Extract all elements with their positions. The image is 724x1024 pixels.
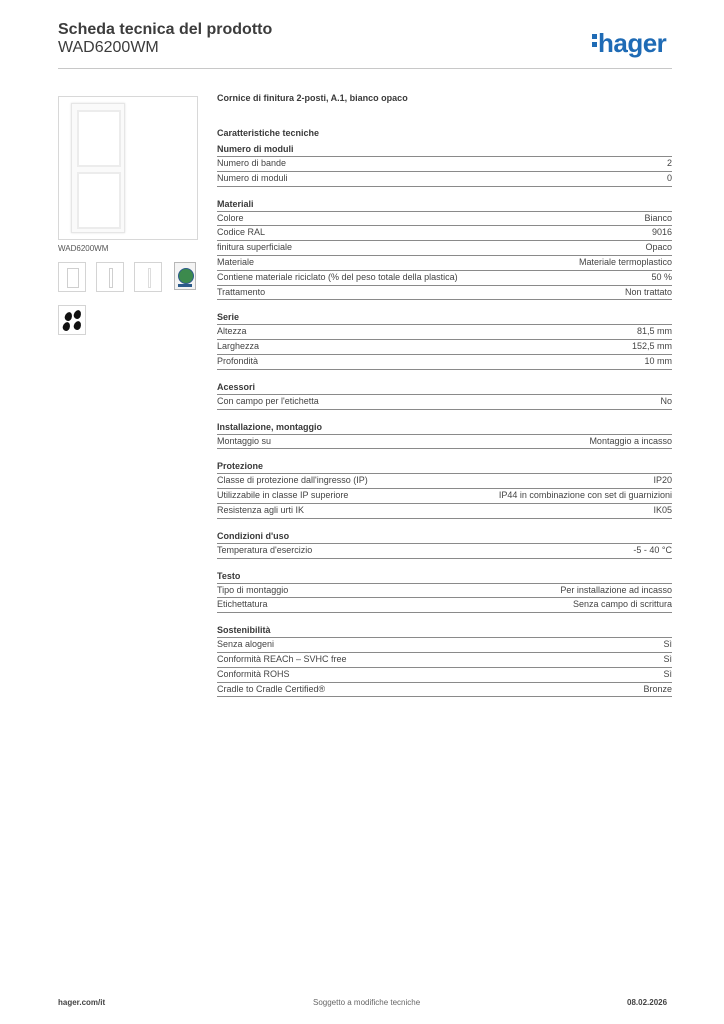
spec-label: Montaggio su [217, 435, 272, 446]
spec-label: Numero di moduli [217, 172, 288, 183]
footer-date: 08.02.2026 [627, 998, 668, 1007]
spec-value: Per installazione ad incasso [560, 584, 672, 595]
spec-group [217, 461, 672, 518]
spec-value: Senza campo di scrittura [572, 599, 672, 610]
spec-label: Codice RAL [217, 227, 266, 238]
spec-row [217, 212, 672, 227]
spec-group [217, 144, 672, 187]
spec-row [217, 355, 672, 370]
spec-row [217, 325, 672, 340]
spec-row [217, 172, 672, 187]
spec-label: Cradle to Cradle Certified® [217, 683, 326, 694]
cover-frame-drawing [71, 103, 125, 233]
recycle-badge-icon [174, 262, 196, 290]
spec-label: Tipo di montaggio [217, 584, 289, 595]
frame-opening-bottom [77, 172, 121, 229]
spec-label: Materiale [217, 256, 255, 267]
spec-value: Sì [663, 668, 672, 679]
spec-row [217, 638, 672, 653]
spec-row [217, 474, 672, 489]
spec-label: Trattamento [217, 286, 266, 297]
spec-label: Colore [217, 212, 244, 223]
image-caption: WAD6200WM [58, 244, 109, 253]
spec-group-title: Testo [217, 571, 672, 584]
spec-label: Con campo per l'etichetta [217, 395, 319, 406]
spec-row [217, 271, 672, 286]
spec-group [217, 422, 672, 450]
spec-row [217, 504, 672, 519]
spec-sheet [217, 93, 672, 697]
spec-row [217, 489, 672, 504]
spec-label: Conformità REACh – SVHC free [217, 653, 347, 664]
spec-value: Materiale termoplastico [578, 256, 672, 267]
product-image [58, 96, 198, 240]
spec-heading: Caratteristiche tecniche [217, 128, 320, 138]
hager-logo [592, 28, 666, 59]
spec-row [217, 226, 672, 241]
spec-value: Sì [663, 639, 672, 650]
spec-label: Conformità ROHS [217, 668, 290, 679]
spec-label: Profondità [217, 355, 259, 366]
spec-label: Etichettatura [217, 599, 268, 610]
spec-group-title: Condizioni d'uso [217, 531, 672, 544]
spec-row [217, 584, 672, 599]
spec-label: Utilizzabile in classe IP superiore [217, 490, 349, 501]
spec-row [217, 340, 672, 355]
spec-row [217, 395, 672, 410]
spec-value: No [660, 395, 672, 406]
spec-row [217, 286, 672, 301]
spec-value: IP44 in combinazione con set di guarnizioni [498, 490, 672, 501]
spec-label: Classe di protezione dall'ingresso (IP) [217, 475, 368, 486]
spec-value: 81,5 mm [636, 326, 672, 337]
spec-label: Senza alogeni [217, 639, 275, 650]
spec-value: 0 [666, 172, 672, 183]
spec-group [217, 571, 672, 614]
spec-group [217, 312, 672, 369]
page-title: Scheda tecnica del prodotto [58, 21, 273, 38]
spec-row [217, 683, 672, 698]
thumb-side-view[interactable] [96, 262, 124, 292]
product-code-heading: WAD6200WM [58, 39, 159, 56]
footer-site-link[interactable]: hager.com/it [58, 998, 106, 1007]
spec-label: Larghezza [217, 341, 260, 352]
footer-note: Soggetto a modifiche tecniche [313, 998, 421, 1007]
spec-value: Opaco [645, 242, 672, 253]
spec-group [217, 382, 672, 410]
spec-value: 152,5 mm [631, 341, 672, 352]
spec-row [217, 668, 672, 683]
spec-value: 9016 [651, 227, 672, 238]
spec-value: Sì [663, 653, 672, 664]
spec-group-title: Serie [217, 312, 672, 325]
spec-group-title: Numero di moduli [217, 144, 672, 157]
spec-value: IK05 [653, 504, 672, 515]
spec-group-title: Acessori [217, 382, 672, 395]
spec-label: Contiene materiale riciclato (% del peso totale della plastica) [217, 271, 458, 282]
spec-group [217, 199, 672, 301]
spec-value: Bronze [643, 683, 672, 694]
hager-logo-text: hager [598, 28, 667, 58]
spec-group-title: Materiali [217, 199, 672, 212]
spec-group-title: Sostenibilità [217, 625, 672, 638]
spec-label: Temperatura d'esercizio [217, 544, 313, 555]
spec-row [217, 241, 672, 256]
spec-value: 10 mm [644, 355, 672, 366]
spec-group [217, 531, 672, 559]
spec-row [217, 435, 672, 450]
spec-label: Altezza [217, 326, 247, 337]
spec-group-title: Protezione [217, 461, 672, 474]
spec-label: Resistenza agli urti IK [217, 504, 305, 515]
spec-value: 50 % [651, 271, 672, 282]
header-divider [58, 68, 672, 69]
spec-group-title: Installazione, montaggio [217, 422, 672, 435]
spec-row [217, 598, 672, 613]
spec-row [217, 157, 672, 172]
thumb-front-view[interactable] [58, 262, 86, 292]
thumb-profile-view[interactable] [134, 262, 162, 292]
spec-value: IP20 [653, 475, 672, 486]
spec-row [217, 653, 672, 668]
spec-label: Numero di bande [217, 158, 287, 168]
spec-group [217, 625, 672, 697]
spec-value: 2 [666, 158, 672, 168]
spec-label: finitura superficiale [217, 242, 293, 253]
spec-row [217, 256, 672, 271]
water-drops-icon [58, 305, 86, 335]
product-name: Cornice di finitura 2-posti, A.1, bianco opaco [217, 93, 408, 103]
spec-value: Montaggio a incasso [589, 435, 672, 446]
frame-opening-top [77, 110, 121, 167]
spec-value: Bianco [644, 212, 672, 223]
spec-row [217, 544, 672, 559]
spec-value: -5 - 40 °C [633, 544, 672, 555]
spec-value: Non trattato [624, 286, 672, 297]
spec-groups [217, 144, 672, 697]
